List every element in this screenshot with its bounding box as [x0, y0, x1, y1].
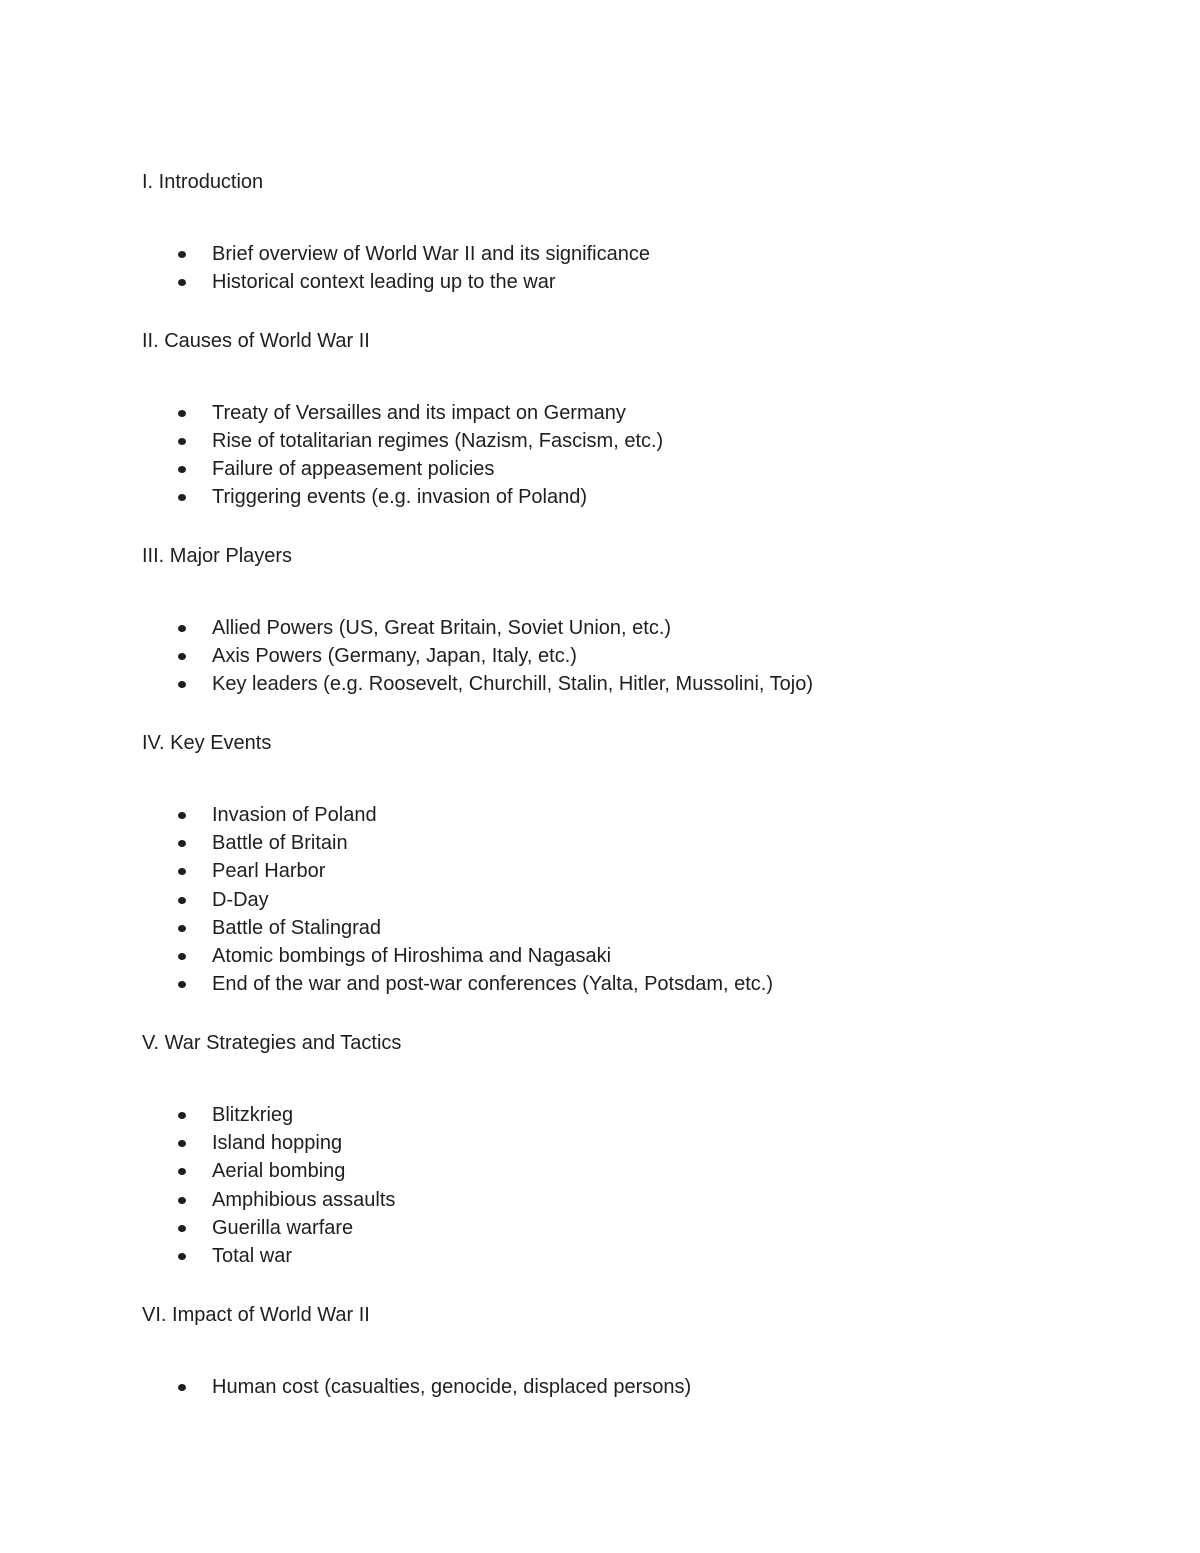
list-item-text: Rise of totalitarian regimes (Nazism, Fascism, etc.): [212, 429, 664, 452]
section-causes: [142, 327, 1142, 512]
bullet-icon: [178, 812, 186, 819]
bullet-icon: [178, 840, 186, 847]
list-item: [142, 1373, 1142, 1401]
section-heading: I. Introduction: [142, 171, 264, 193]
section-heading: VI. Impact of World War II: [142, 1303, 370, 1326]
list-item-text: Battle of Stalingrad: [212, 916, 381, 939]
list-item: [142, 914, 1142, 942]
list-item: [142, 399, 1142, 427]
bullet-icon: [178, 1168, 186, 1175]
bullet-icon: [178, 1112, 186, 1119]
bullet-icon: [178, 494, 186, 501]
bullet-icon: [178, 981, 186, 988]
section-heading: IV. Key Events: [142, 731, 272, 754]
section-major-players: [142, 542, 1142, 699]
list-item-text: Axis Powers (Germany, Japan, Italy, etc.): [212, 645, 577, 668]
bullet-icon: [178, 1253, 186, 1260]
list-item: [142, 614, 1142, 642]
bullet-icon: [178, 897, 186, 904]
bullet-list: [142, 399, 1142, 512]
list-item-text: Blitzkrieg: [212, 1103, 294, 1126]
bullet-icon: [178, 953, 186, 960]
list-item-text: Aerial bombing: [212, 1160, 346, 1183]
bullet-list: [142, 614, 1142, 699]
list-item-text: Human cost (casualties, genocide, displaced persons): [212, 1375, 692, 1398]
list-item-text: Island hopping: [212, 1132, 343, 1155]
bullet-icon: [178, 1384, 186, 1391]
bullet-icon: [178, 1197, 186, 1204]
bullet-icon: [178, 625, 186, 632]
list-item: [142, 1214, 1142, 1242]
list-item-text: Allied Powers (US, Great Britain, Soviet Union, etc.): [212, 616, 672, 639]
list-item-text: Invasion of Poland: [212, 803, 377, 826]
list-item: [142, 1186, 1142, 1214]
section-key-events: [142, 729, 1142, 999]
bullet-icon: [178, 1140, 186, 1147]
list-item: [142, 670, 1142, 698]
bullet-icon: [178, 279, 186, 286]
list-item: [142, 801, 1142, 829]
list-item-text: Failure of appeasement policies: [212, 458, 495, 481]
list-item: [142, 427, 1142, 455]
section-heading: II. Causes of World War II: [142, 329, 370, 352]
list-item: [142, 1101, 1142, 1129]
bullet-icon: [178, 868, 186, 875]
list-item: [142, 240, 1142, 268]
list-item: [142, 886, 1142, 914]
list-item: [142, 942, 1142, 970]
list-item-text: Historical context leading up to the war: [212, 271, 556, 294]
list-item-text: Atomic bombings of Hiroshima and Nagasaki: [212, 945, 612, 968]
list-item: [142, 642, 1142, 670]
list-item-text: Treaty of Versailles and its impact on Germany: [212, 401, 626, 424]
bullet-list: [142, 1101, 1142, 1271]
list-item-text: Amphibious assaults: [212, 1188, 396, 1211]
bullet-icon: [178, 251, 186, 258]
bullet-icon: [178, 1225, 186, 1232]
list-item: [142, 970, 1142, 998]
bullet-icon: [178, 681, 186, 688]
bullet-icon: [178, 410, 186, 417]
bullet-list: [142, 801, 1142, 999]
list-item-text: Pearl Harbor: [212, 860, 326, 883]
list-item-text: Guerilla warfare: [212, 1216, 354, 1239]
list-item: [142, 268, 1142, 296]
bullet-list: [142, 1373, 1142, 1401]
document-page: [142, 168, 1142, 1431]
list-item: [142, 483, 1142, 511]
list-item-text: Total war: [212, 1245, 293, 1268]
list-item: [142, 857, 1142, 885]
list-item-text: Battle of Britain: [212, 831, 348, 854]
list-item-text: Triggering events (e.g. invasion of Poland): [212, 486, 588, 509]
section-heading: V. War Strategies and Tactics: [142, 1031, 402, 1054]
list-item-text: End of the war and post-war conferences (Yalta, Potsdam, etc.): [212, 973, 774, 996]
list-item-text: Key leaders (e.g. Roosevelt, Churchill, Stalin, Hitler, Mussolini, Tojo): [212, 673, 813, 696]
list-item: [142, 1157, 1142, 1185]
list-item: [142, 829, 1142, 857]
bullet-icon: [178, 925, 186, 932]
list-item: [142, 1242, 1142, 1270]
section-heading: III. Major Players: [142, 544, 293, 567]
bullet-icon: [178, 653, 186, 660]
section-strategies: [142, 1029, 1142, 1271]
list-item-text: Brief overview of World War II and its significance: [212, 243, 650, 265]
list-item: [142, 455, 1142, 483]
bullet-list: [142, 240, 1142, 297]
section-impact: [142, 1301, 1142, 1401]
list-item-text: D-Day: [212, 888, 269, 911]
section-introduction: [142, 168, 1142, 297]
list-item: [142, 1129, 1142, 1157]
bullet-icon: [178, 438, 186, 445]
bullet-icon: [178, 466, 186, 473]
